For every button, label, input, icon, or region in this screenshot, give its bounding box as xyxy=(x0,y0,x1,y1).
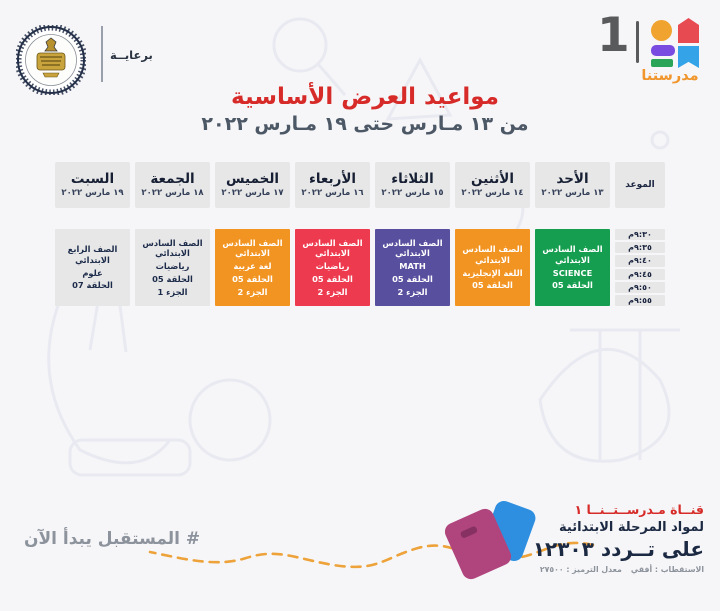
lesson-cell-monday: الصف السادس الابتدائي اللغة الإنجليزية الحلقة 05 xyxy=(455,229,530,306)
logo-pill-icon xyxy=(651,45,675,56)
books-illustration xyxy=(448,498,538,588)
time-slot: ٩:٣٥م xyxy=(615,242,665,253)
lesson-cell-sunday: الصف السادس الابتدائي SCIENCE الحلقة 05 xyxy=(535,229,610,306)
channel-name: مدرستنا xyxy=(641,68,699,84)
time-slot: ٩:٣٠م xyxy=(615,229,665,240)
time-slot: ٩:٥٥م xyxy=(615,295,665,306)
stage-line: لمواد المرحلة الابتدائية xyxy=(559,520,704,535)
sponsor-divider xyxy=(101,26,103,82)
technical-details-line xyxy=(533,565,704,574)
page-subtitle: من ١٣ مـارس حتى ١٩ مـارس ٢٠٢٢ xyxy=(201,113,529,135)
frequency-line: على تــردد ١٢٣٠٣ xyxy=(532,537,704,561)
time-slot: ٩:٤٠م xyxy=(615,255,665,266)
day-header-thursday: الخميس ١٧ مارس ٢٠٢٢ xyxy=(215,162,290,208)
logo-circle-icon xyxy=(651,20,672,41)
time-header-label: الموعد xyxy=(625,180,655,190)
day-header-tuesday: الثلاثاء ١٥ مارس ٢٠٢٢ xyxy=(375,162,450,208)
madrasetna-logo-icon xyxy=(651,18,699,68)
logo-bookmark-icon xyxy=(678,46,699,68)
day-header-wednesday: الأربعاء ١٦ مارس ٢٠٢٢ xyxy=(295,162,370,208)
lesson-cell-friday: الصف السادس الابتدائي رياضيات الحلقة 05 الجزء 1 xyxy=(135,229,210,306)
logo-bar-icon xyxy=(651,59,673,67)
symbol-rate-label: معدل الترميز : ٢٧٥٠٠ xyxy=(539,565,622,574)
polarization-label: الاستقطاب : أفقي xyxy=(630,565,704,574)
time-slot: ٩:٥٠م xyxy=(615,282,665,293)
day-header-friday: الجمعة ١٨ مارس ٢٠٢٢ xyxy=(135,162,210,208)
lesson-cell-wednesday: الصف السادس الابتدائي رياضيات الحلقة 05 الجزء 2 xyxy=(295,229,370,306)
time-slot: ٩:٤٥م xyxy=(615,269,665,280)
time-column xyxy=(615,229,665,306)
logo-house-icon xyxy=(678,18,699,43)
schedule-table xyxy=(55,162,665,306)
day-header-saturday: السبت ١٩ مارس ٢٠٢٢ xyxy=(55,162,130,208)
lesson-cell-tuesday: الصف السادس الابتدائي MATH الحلقة 05 الجزء 2 xyxy=(375,229,450,306)
book-slot xyxy=(460,526,478,539)
lesson-cell-thursday: الصف السادس الابتدائي لغة عربية الحلقة 05 الجزء 2 xyxy=(215,229,290,306)
time-column-header xyxy=(615,162,665,208)
lesson-cell-saturday: الصف الرابع الابتدائي علوم الحلقة 07 xyxy=(55,229,130,306)
sponsor-label: برعايــة xyxy=(110,48,153,62)
schedule-header-row xyxy=(55,162,665,208)
day-header-monday: الأثنين ١٤ مارس ٢٠٢٢ xyxy=(455,162,530,208)
page-title: مواعيد العرض الأساسية xyxy=(231,84,499,110)
channel-info-block xyxy=(533,502,704,574)
hashtag-slogan: # المستقبل يبدأ الآن xyxy=(24,529,201,549)
schedule-body xyxy=(55,229,665,306)
logo-divider xyxy=(636,21,639,63)
day-header-sunday: الأحد ١٣ مارس ٢٠٢٢ xyxy=(535,162,610,208)
channel-number: 1 xyxy=(597,8,630,63)
channel-title-line: قنــاة مـدرســتــنــا ١ xyxy=(574,502,704,517)
